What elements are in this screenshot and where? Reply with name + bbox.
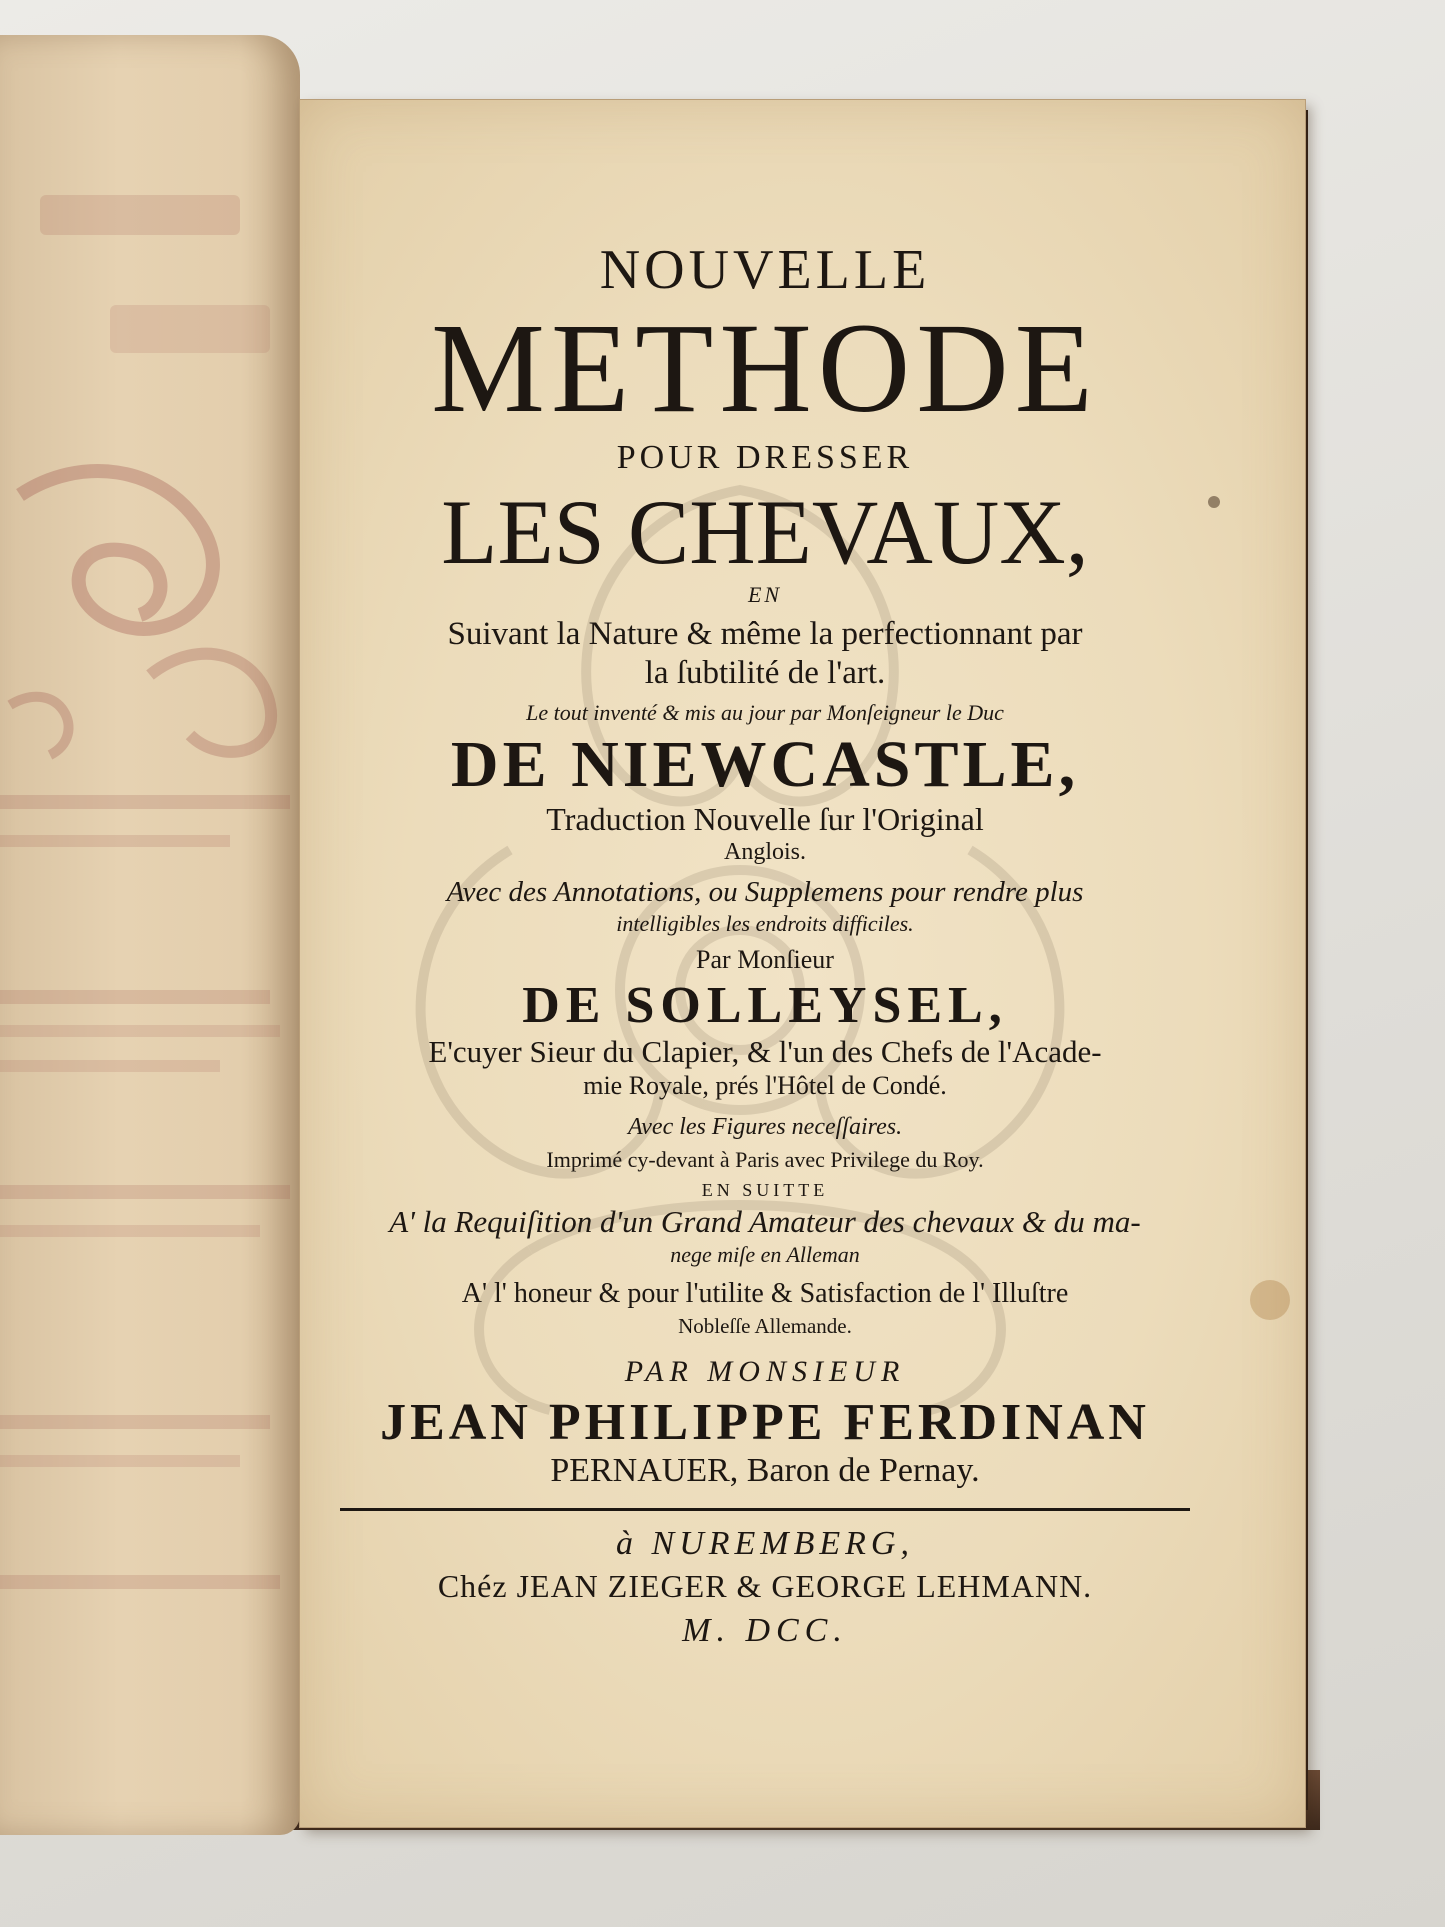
bleed-through-mark (110, 305, 270, 353)
line-par-monsieur: Par Monſieur (696, 945, 834, 974)
line-en-suitte: EN SUITTE (701, 1180, 829, 1200)
bleed-through-mark (0, 1185, 290, 1199)
bleed-through-mark (0, 1225, 260, 1237)
bleed-through-mark (0, 795, 290, 809)
line-figures: Avec les Figures neceſſaires. (627, 1114, 903, 1140)
line-requisition: A' la Requiſition d'un Grand Amateur des chevaux & du ma- (389, 1204, 1141, 1239)
left-page (0, 35, 300, 1835)
line-noblesse: Nobleſſe Allemande. (678, 1314, 852, 1338)
line-honeur: A' l' honeur & pour l'utilite & Satisfaction de l' Illuſtre (461, 1278, 1069, 1309)
bleed-through-mark (0, 1025, 280, 1037)
line-manege: nege miſe en Alleman (670, 1242, 860, 1267)
bleed-through-mark (0, 1415, 270, 1429)
subtitle-subtilite: la ſubtilité de l'art. (644, 655, 886, 691)
imprint-year: M. DCC. (682, 1612, 848, 1649)
author-solleysel: DE SOLLEYSEL, (522, 977, 1008, 1034)
paper-stain (1208, 496, 1220, 508)
translator-title: PERNAUER, Baron de Pernay. (550, 1452, 980, 1489)
line-royale: mie Royale, prés l'Hôtel de Condé. (583, 1071, 947, 1100)
imprint-place: à NUREMBERG, (616, 1525, 914, 1562)
bleed-through-mark (0, 1575, 280, 1589)
author-newcastle: DE NIEWCASTLE, (450, 728, 1080, 801)
line-anglois: Anglois. (723, 839, 806, 865)
bleed-through-mark (0, 1060, 220, 1072)
title-nouvelle: NOUVELLE (599, 239, 931, 301)
title-les-chevaux: LES CHEVAUX, (441, 481, 1089, 583)
bleed-through-ornament (0, 455, 300, 775)
bleed-through-mark (0, 990, 270, 1004)
line-ecuyer: E'cuyer Sieur du Clapier, & l'un des Chefs de l'Acade- (428, 1034, 1102, 1069)
title-text-block (340, 240, 1190, 1655)
title-pour-dresser: POUR DRESSER (616, 439, 914, 476)
bleed-through-mark (0, 1455, 240, 1467)
bleed-through-mark (40, 195, 240, 235)
divider-rule (340, 1508, 1190, 1511)
imprint-publisher: Chéz JEAN ZIEGER & GEORGE LEHMANN. (437, 1568, 1093, 1604)
title-en: EN (747, 582, 783, 607)
line-par-monsieur-caps: PAR MONSIEUR (624, 1355, 906, 1388)
line-invente: Le tout inventé & mis au jour par Monſeigneur le Duc (526, 700, 1004, 725)
subtitle-suivant: Suivant la Nature & même la perfectionnant par (447, 616, 1083, 652)
line-imprime: Imprimé cy-devant à Paris avec Privilege du Roy. (546, 1147, 984, 1172)
line-annotations: Avec des Annotations, ou Supplemens pour rendre plus (446, 876, 1084, 908)
translator-name: JEAN PHILIPPE FERDINAN (380, 1394, 1150, 1451)
line-traduction: Traduction Nouvelle ſur l'Original (546, 801, 984, 837)
line-intelligibles: intelligibles les endroits difficiles. (616, 911, 914, 936)
title-methode: METHODE (431, 297, 1099, 439)
bleed-through-mark (0, 835, 230, 847)
paper-stain (1250, 1280, 1290, 1320)
